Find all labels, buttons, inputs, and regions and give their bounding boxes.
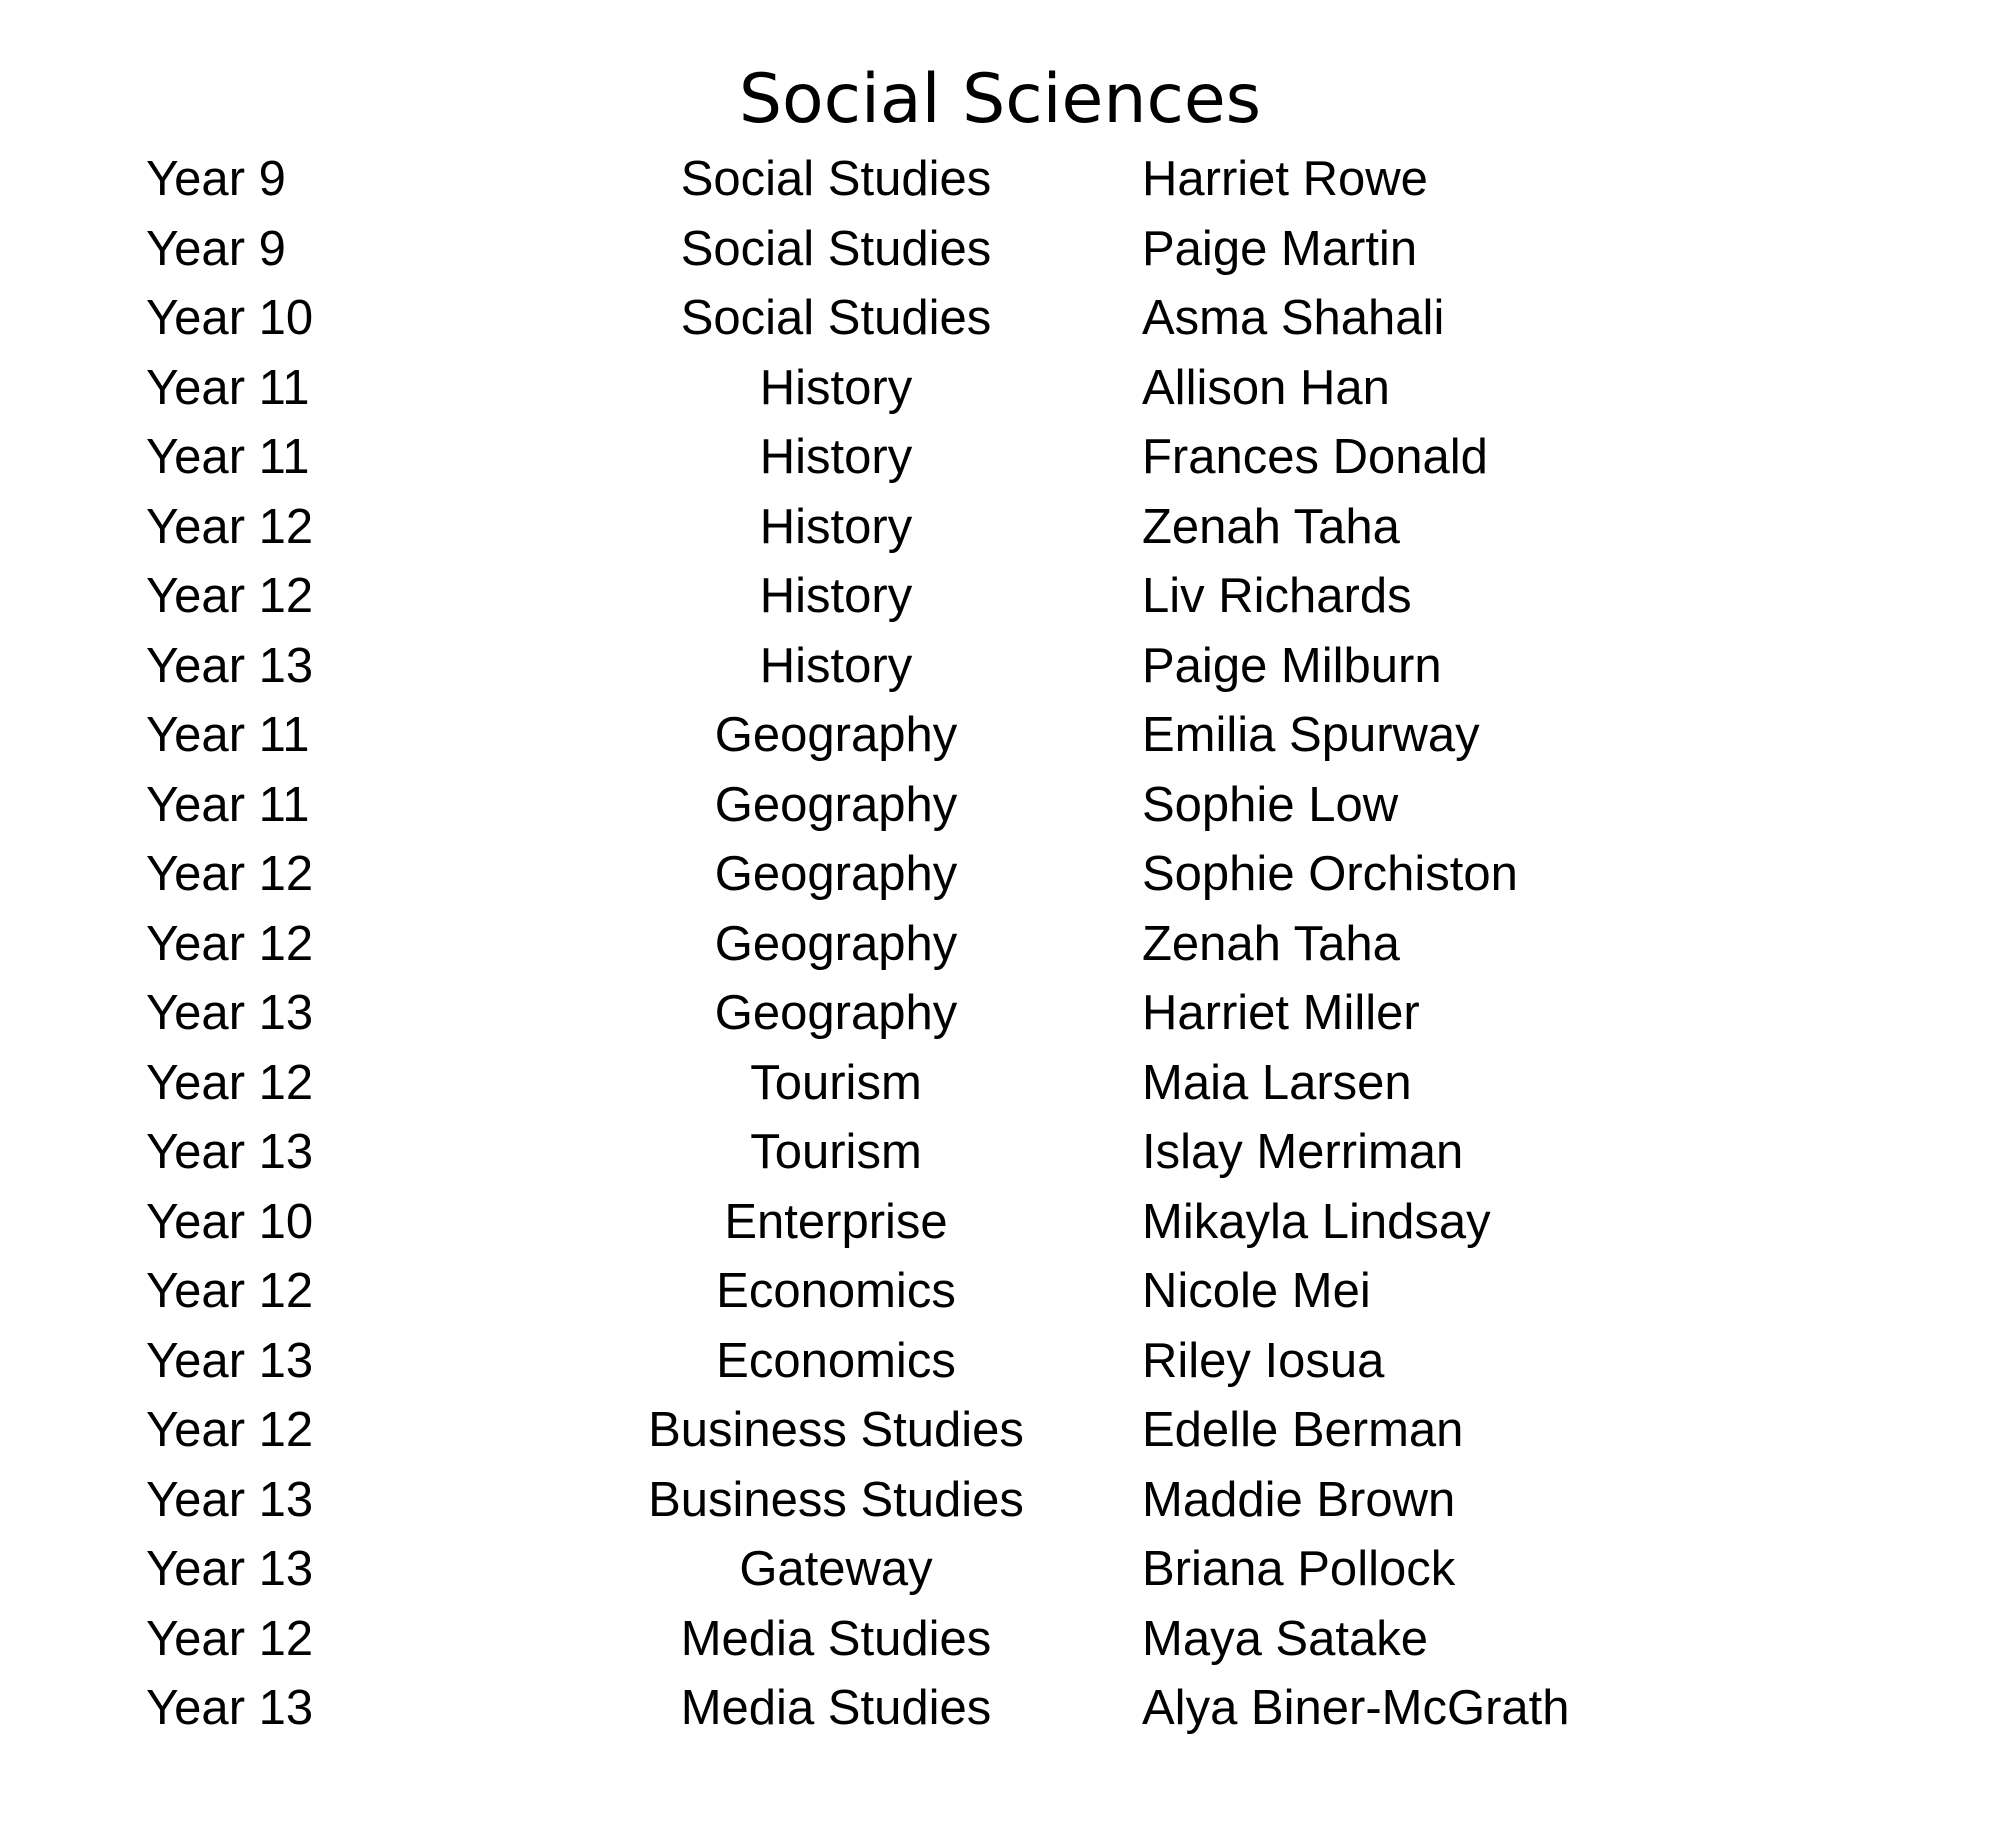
student-name-cell: Riley Iosua bbox=[1142, 1333, 1385, 1388]
subject-cell: Economics bbox=[716, 1333, 956, 1388]
student-name-cell: Harriet Miller bbox=[1142, 986, 1420, 1040]
student-name-cell: Edelle Berman bbox=[1142, 1403, 1464, 1457]
student-name-cell: Maya Satake bbox=[1142, 1611, 1428, 1666]
subject-cell: History bbox=[759, 638, 913, 693]
table-row bbox=[0, 1327, 2000, 1397]
table-row bbox=[0, 1674, 2000, 1744]
year-cell: Year 13 bbox=[146, 1542, 314, 1596]
year-cell: Year 10 bbox=[146, 291, 314, 345]
table-row bbox=[0, 979, 2000, 1049]
student-name-cell: Paige Milburn bbox=[1142, 638, 1442, 693]
table-row bbox=[0, 1466, 2000, 1536]
subject-cell: Social Studies bbox=[680, 221, 992, 276]
year-cell: Year 11 bbox=[146, 430, 310, 484]
table-row bbox=[0, 284, 2000, 354]
subject-cell: History bbox=[759, 499, 913, 554]
subject-cell: Business Studies bbox=[648, 1472, 1024, 1527]
year-cell: Year 12 bbox=[146, 847, 314, 901]
student-name-cell: Nicole Mei bbox=[1142, 1264, 1371, 1318]
student-name-cell: Sophie Orchiston bbox=[1142, 847, 1518, 901]
table-row bbox=[0, 1396, 2000, 1466]
subject-cell: Economics bbox=[716, 1264, 956, 1318]
subject-cell: Geography bbox=[714, 777, 958, 832]
page-title: Social Sciences bbox=[738, 60, 1262, 139]
year-cell: Year 12 bbox=[146, 1611, 314, 1666]
student-name-cell: Harriet Rowe bbox=[1142, 152, 1428, 206]
table-row bbox=[0, 910, 2000, 980]
year-cell: Year 13 bbox=[146, 1472, 314, 1527]
student-name-cell: Paige Martin bbox=[1142, 221, 1418, 276]
year-cell: Year 13 bbox=[146, 986, 314, 1040]
student-name-cell: Frances Donald bbox=[1142, 430, 1488, 484]
year-cell: Year 11 bbox=[146, 360, 310, 415]
student-name-cell: Zenah Taha bbox=[1142, 916, 1400, 971]
student-name-cell: Briana Pollock bbox=[1142, 1542, 1456, 1596]
subject-cell: Geography bbox=[714, 916, 958, 971]
table-row bbox=[0, 493, 2000, 563]
year-cell: Year 13 bbox=[146, 1681, 314, 1735]
subject-cell: History bbox=[759, 360, 913, 415]
subject-cell: Media Studies bbox=[680, 1611, 992, 1666]
student-name-cell: Maia Larsen bbox=[1142, 1055, 1412, 1110]
table-row bbox=[0, 1605, 2000, 1675]
year-cell: Year 12 bbox=[146, 916, 314, 971]
subject-cell: Media Studies bbox=[680, 1681, 992, 1735]
student-name-cell: Allison Han bbox=[1142, 360, 1390, 415]
table-row bbox=[0, 1188, 2000, 1258]
table-row bbox=[0, 1118, 2000, 1188]
year-cell: Year 11 bbox=[146, 708, 310, 762]
table-row bbox=[0, 215, 2000, 285]
year-cell: Year 13 bbox=[146, 638, 314, 693]
subject-cell: Tourism bbox=[750, 1055, 922, 1110]
table-row bbox=[0, 145, 2000, 215]
table-row bbox=[0, 1049, 2000, 1119]
subject-cell: Geography bbox=[714, 708, 958, 762]
table-row bbox=[0, 423, 2000, 493]
student-name-cell: Alya Biner-McGrath bbox=[1142, 1681, 1570, 1735]
year-cell: Year 12 bbox=[146, 1403, 314, 1457]
student-name-cell: Asma Shahali bbox=[1142, 291, 1445, 345]
table-row bbox=[0, 701, 2000, 771]
year-cell: Year 13 bbox=[146, 1333, 314, 1388]
subject-cell: History bbox=[759, 569, 913, 623]
year-cell: Year 9 bbox=[146, 221, 286, 276]
subject-cell: Gateway bbox=[739, 1542, 933, 1596]
student-name-cell: Mikayla Lindsay bbox=[1142, 1194, 1491, 1249]
table-row bbox=[0, 354, 2000, 424]
subject-cell: Geography bbox=[714, 986, 958, 1040]
subject-cell: Social Studies bbox=[680, 152, 992, 206]
student-name-cell: Maddie Brown bbox=[1142, 1472, 1456, 1527]
subject-cell: Geography bbox=[714, 847, 958, 901]
year-cell: Year 13 bbox=[146, 1125, 314, 1179]
year-cell: Year 12 bbox=[146, 569, 314, 623]
subject-cell: Business Studies bbox=[648, 1403, 1024, 1457]
year-cell: Year 12 bbox=[146, 1055, 314, 1110]
subject-cell: History bbox=[759, 430, 913, 484]
subject-cell: Tourism bbox=[750, 1125, 922, 1179]
year-cell: Year 12 bbox=[146, 1264, 314, 1318]
student-name-cell: Islay Merriman bbox=[1142, 1125, 1464, 1179]
year-cell: Year 12 bbox=[146, 499, 314, 554]
year-cell: Year 10 bbox=[146, 1194, 314, 1249]
subject-cell: Social Studies bbox=[680, 291, 992, 345]
table-row bbox=[0, 840, 2000, 910]
table-row bbox=[0, 562, 2000, 632]
student-name-cell: Sophie Low bbox=[1142, 777, 1399, 832]
year-cell: Year 11 bbox=[146, 777, 310, 832]
student-roster bbox=[0, 145, 2000, 1744]
student-name-cell: Zenah Taha bbox=[1142, 499, 1400, 554]
table-row bbox=[0, 1257, 2000, 1327]
student-name-cell: Liv Richards bbox=[1142, 569, 1412, 623]
year-cell: Year 9 bbox=[146, 152, 286, 206]
student-name-cell: Emilia Spurway bbox=[1142, 708, 1480, 762]
table-row bbox=[0, 632, 2000, 702]
table-row bbox=[0, 771, 2000, 841]
subject-cell: Enterprise bbox=[724, 1194, 948, 1249]
table-row bbox=[0, 1535, 2000, 1605]
